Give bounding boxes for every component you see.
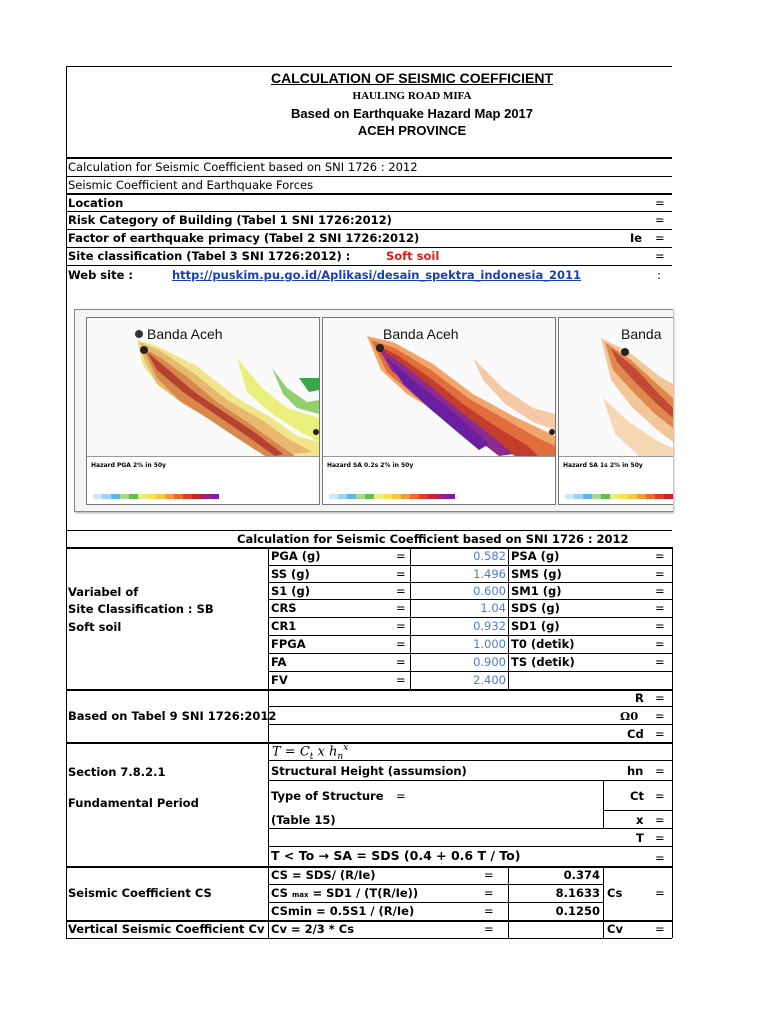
x-label: x <box>636 813 644 827</box>
website-label: Web site : <box>68 268 133 282</box>
legend-swatch <box>174 494 183 499</box>
map1-city-marker-icon <box>135 330 143 338</box>
cs-eq: = <box>655 886 665 900</box>
cs-label: Cs <box>607 886 623 900</box>
legend-swatch <box>138 494 147 499</box>
legend-swatch <box>329 494 338 499</box>
legend-swatch <box>583 494 592 499</box>
risk-category-label: Risk Category of Building (Tabel 1 SNI 1726:2012) <box>68 213 392 227</box>
map2-legend-swatches <box>329 494 455 499</box>
param-eq: = <box>396 549 406 563</box>
omega-label: Ω0 <box>620 709 639 723</box>
legend-swatch <box>401 494 410 499</box>
legend-swatch <box>210 494 219 499</box>
map3-city-label: Banda <box>621 326 662 342</box>
param-value: 1.000 <box>473 637 506 651</box>
legend-swatch <box>93 494 102 499</box>
param-name: SS (g) <box>271 567 310 581</box>
legend-swatch <box>628 494 637 499</box>
cd-label: Cd <box>627 727 644 741</box>
cv-label: Cv <box>607 922 623 936</box>
map2-legend-title: Hazard SA 0.2s 2% in 50y <box>327 462 414 469</box>
param-name: FA <box>271 655 287 669</box>
param-eq: = <box>396 567 406 581</box>
factor-label: Factor of earthquake primacy (Tabel 2 SNI 1726:2012) <box>68 231 420 245</box>
param-value: 0.582 <box>473 549 506 563</box>
legend-swatch <box>111 494 120 499</box>
derived-param-name: SMS (g) <box>511 567 562 581</box>
document-subtitle: HAULING ROAD MIFA <box>352 90 472 102</box>
fundamental-label: Fundamental Period <box>68 796 199 810</box>
legend-swatch <box>610 494 619 499</box>
legend-swatch <box>374 494 383 499</box>
table15-label: (Table 15) <box>271 813 336 827</box>
legend-swatch <box>428 494 437 499</box>
cs-eq-1: = <box>484 868 494 882</box>
derived-param-name: TS (detik) <box>511 655 575 669</box>
param-eq: = <box>396 601 406 615</box>
derived-param-eq: = <box>655 567 665 581</box>
legend-swatch <box>637 494 646 499</box>
variable-label-2: Site Classification : SB <box>68 602 214 616</box>
document-line2: Based on Earthquake Hazard Map 2017 <box>290 106 534 121</box>
legend-swatch <box>129 494 138 499</box>
type-structure-label: Type of Structure <box>271 789 384 803</box>
map2-city-label: Banda Aceh <box>383 326 459 342</box>
derived-param-name: SD1 (g) <box>511 619 560 633</box>
map1-legend-title: Hazard PGA 2% in 50y <box>91 462 166 469</box>
param-eq: = <box>396 619 406 633</box>
website-link[interactable]: http://puskim.pu.go.id/Aplikasi/desain_spektra_indonesia_2011 <box>172 268 581 282</box>
site-class-eq: = <box>655 249 665 263</box>
map3-legend-swatches <box>565 494 673 499</box>
param-name: FV <box>271 673 288 687</box>
derived-param-eq: = <box>655 601 665 615</box>
cs-formula-2: CS max = SD1 / (T(R/Ie)) <box>271 886 419 900</box>
cs-value-1: 0.374 <box>563 868 600 882</box>
x-eq: = <box>655 813 665 827</box>
legend-swatch <box>120 494 129 499</box>
hazard-map-pga <box>86 317 320 505</box>
legend-swatch <box>565 494 574 499</box>
r-label: R <box>635 691 644 705</box>
cs-formula-3: CSmin = 0.5S1 / (R/Ie) <box>271 904 415 918</box>
map1-city-label: Banda Aceh <box>147 326 223 342</box>
cs-formula-1: CS = SDS/ (R/Ie) <box>271 868 376 882</box>
param-value: 1.496 <box>473 567 506 581</box>
calc-basis-label: Calculation for Seismic Coefficient based on SNI 1726 : 2012 <box>68 160 418 174</box>
omega-eq: = <box>655 709 665 723</box>
site-class-label: Site classification (Tabel 3 SNI 1726:2012) : <box>68 249 351 263</box>
cv-eq-1: = <box>484 922 494 936</box>
derived-param-eq: = <box>655 619 665 633</box>
derived-param-eq: = <box>655 549 665 563</box>
param-eq: = <box>396 673 406 687</box>
legend-swatch <box>365 494 374 499</box>
vertical-cv-label: Vertical Seismic Coefficient Cv <box>68 922 265 936</box>
derived-param-name: PSA (g) <box>511 549 560 563</box>
cs-eq-2: = <box>484 886 494 900</box>
tabel9-label: Based on Tabel 9 SNI 1726:2012 <box>68 709 277 723</box>
param-name: PGA (g) <box>271 549 321 563</box>
legend-swatch <box>356 494 365 499</box>
main-calc-basis: Calculation for Seismic Coefficient based on SNI 1726 : 2012 <box>237 532 629 546</box>
ie-label: Ie <box>630 231 643 245</box>
param-eq: = <box>396 584 406 598</box>
sa-eq: = <box>655 851 665 865</box>
param-name: S1 (g) <box>271 584 311 598</box>
legend-swatch <box>165 494 174 499</box>
seismic-cs-label: Seismic Coefficient CS <box>68 886 212 900</box>
derived-param-eq: = <box>655 655 665 669</box>
param-value: 2.400 <box>473 673 506 687</box>
param-value: 0.932 <box>473 619 506 633</box>
legend-swatch <box>574 494 583 499</box>
param-name: CRS <box>271 601 297 615</box>
variable-label-3: Soft soil <box>68 620 122 634</box>
param-value: 1.04 <box>480 601 506 615</box>
hazard-map-sa1 <box>558 317 673 505</box>
legend-swatch <box>655 494 664 499</box>
legend-swatch <box>392 494 401 499</box>
ct-label: Ct <box>630 789 644 803</box>
legend-swatch <box>619 494 628 499</box>
derived-param-eq: = <box>655 584 665 598</box>
legend-swatch <box>410 494 419 499</box>
param-eq: = <box>396 655 406 669</box>
cv-eq-2: = <box>655 922 665 936</box>
cv-formula: Cv = 2/3 * Cs <box>271 922 355 936</box>
cd-eq: = <box>655 727 665 741</box>
legend-swatch <box>183 494 192 499</box>
param-eq: = <box>396 637 406 651</box>
section-title: Seismic Coefficient and Earthquake Forces <box>68 178 314 192</box>
legend-swatch <box>383 494 392 499</box>
t-label: T <box>636 831 644 845</box>
site-class-value: Soft soil <box>386 249 440 263</box>
sa-formula: T < To → SA = SDS (0.4 + 0.6 T / To) <box>271 848 521 863</box>
legend-swatch <box>419 494 428 499</box>
hazard-map-sa02 <box>322 317 556 505</box>
ct-eq: = <box>655 789 665 803</box>
location-label: Location <box>68 196 124 210</box>
derived-param-name: T0 (detik) <box>511 637 575 651</box>
variable-label-1: Variabel of <box>68 585 139 599</box>
risk-category-eq: = <box>655 213 665 227</box>
structural-height-label: Structural Height (assumsion) <box>271 764 467 778</box>
legend-swatch <box>601 494 610 499</box>
section-label: Section 7.8.2.1 <box>68 765 166 779</box>
cs-value-2: 8.1633 <box>555 886 600 900</box>
hn-eq: = <box>655 764 665 778</box>
hn-label: hn <box>627 764 644 778</box>
document-title: CALCULATION OF SEISMIC COEFFICIENT <box>270 70 554 86</box>
legend-swatch <box>338 494 347 499</box>
factor-eq: = <box>655 231 665 245</box>
legend-swatch <box>147 494 156 499</box>
map3-legend-title: Hazard SA 1s 2% in 50y <box>563 462 643 469</box>
legend-swatch <box>156 494 165 499</box>
legend-swatch <box>102 494 111 499</box>
derived-param-eq: = <box>655 637 665 651</box>
period-formula: $T = C_t$ x $h_n^x$ <box>272 743 349 762</box>
legend-swatch <box>646 494 655 499</box>
location-eq: = <box>655 196 665 210</box>
document-line3: ACEH PROVINCE <box>357 123 467 138</box>
legend-swatch <box>192 494 201 499</box>
cs-eq-3: = <box>484 904 494 918</box>
legend-swatch <box>592 494 601 499</box>
legend-swatch <box>446 494 455 499</box>
param-name: CR1 <box>271 619 297 633</box>
legend-swatch <box>347 494 356 499</box>
derived-param-name: SDS (g) <box>511 601 560 615</box>
legend-swatch <box>201 494 210 499</box>
param-name: FPGA <box>271 637 306 651</box>
cs-value-3: 0.1250 <box>555 904 600 918</box>
derived-param-name: SM1 (g) <box>511 584 562 598</box>
legend-swatch <box>664 494 673 499</box>
param-value: 0.900 <box>473 655 506 669</box>
website-colon: : <box>657 268 661 282</box>
param-value: 0.600 <box>473 584 506 598</box>
map1-legend-swatches <box>93 494 219 499</box>
r-eq: = <box>655 691 665 705</box>
t-eq: = <box>655 831 665 845</box>
type-structure-eq: = <box>396 789 406 803</box>
legend-swatch <box>437 494 446 499</box>
